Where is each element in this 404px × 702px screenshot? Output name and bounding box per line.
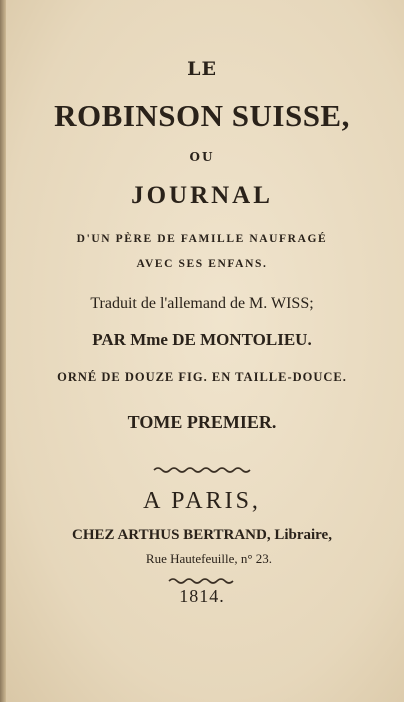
- publisher-address: Rue Hautefeuille, n° 23.: [145, 551, 273, 566]
- subtitle-line-1: D'UN PÈRE DE FAMILLE NAUFRAGÉ: [76, 233, 328, 245]
- publication-year: 1814.: [179, 586, 225, 606]
- translator-credit: PAR Mme DE MONTOLIEU.: [92, 330, 312, 349]
- publisher-line: CHEZ ARTHUS BERTRAND, Libraire,: [72, 527, 332, 543]
- conjunction-ou: OU: [189, 150, 215, 164]
- article-le: LE: [187, 58, 217, 80]
- illustrations-note: ORNÉ DE DOUZE FIG. EN TAILLE-DOUCE.: [57, 370, 347, 384]
- subtitle-line-2: AVEC SES ENFANS.: [136, 258, 268, 270]
- translation-note: Traduit de l'allemand de M. WISS;: [90, 295, 314, 312]
- journal-title: JOURNAL: [131, 182, 273, 209]
- volume-label: TOME PREMIER.: [127, 412, 277, 432]
- book-title: ROBINSON SUISSE,: [54, 98, 350, 133]
- place-of-publication: A PARIS,: [143, 488, 261, 514]
- wavy-ornament-rule: [0, 460, 404, 479]
